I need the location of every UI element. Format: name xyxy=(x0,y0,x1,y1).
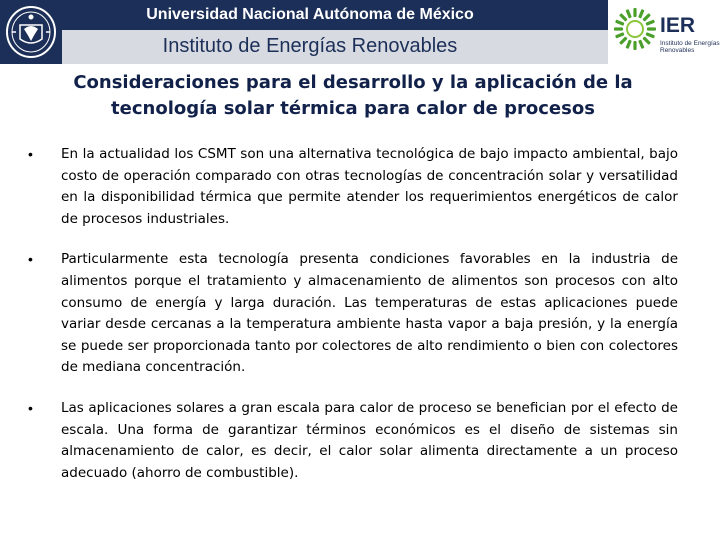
bullet-text: Particularmente esta tecnología presenta condiciones favorables en la industria de alimentos porque el tratamiento y almacenamiento de alimentos son procesos con alto consumo de energía y larga duración. Las temperaturas de estas aplicaciones puede variar desde cercanas a la temperatura ambiente hasta vapor a baja presión, y la energía se puede ser proporcionada tanto por colectores de alto rendimiento o bien con colectores de mediana concentración. xyxy=(61,251,678,376)
bullet-icon: • xyxy=(28,146,33,162)
university-band xyxy=(62,0,608,30)
ier-logo-text: IER xyxy=(660,14,696,37)
unam-seal-icon xyxy=(4,5,58,59)
bullet-icon: • xyxy=(28,251,33,268)
institute-name: Instituto de Energías Renovables xyxy=(162,35,458,57)
bullet-item xyxy=(28,144,678,230)
header-banner xyxy=(0,0,720,64)
ier-logo-subtitle: Instituto de Energías Renovables xyxy=(660,40,720,54)
university-name: Universidad Nacional Autónoma de México xyxy=(146,6,474,23)
ier-sun-logo-icon xyxy=(612,6,658,52)
ier-logo xyxy=(608,0,720,64)
bullet-icon: • xyxy=(28,399,33,416)
unam-logo xyxy=(0,0,62,64)
bullet-item xyxy=(28,249,678,379)
bullet-text: Las aplicaciones solares a gran escala para calor de proceso se benefician por el efecto de escala. Una forma de garantizar términos económicos es el diseño de sistemas sin almacenamiento de calor, es decir, el calor solar alimenta directamente a un proceso adecuado (ahorro de combustible). xyxy=(61,399,678,481)
bullet-text: En la actualidad los CSMT son una alternativa tecnológica de bajo impacto ambiental, bajo costo de operación comparado con otras tecnologías de concentración solar y versatilidad en la disponibilidad térmica que permite atender los requerimientos energéticos de calor de procesos industriales. xyxy=(61,146,678,227)
slide-title: Consideraciones para el desarrollo y la aplicación de la tecnología solar térmica para calor de procesos xyxy=(73,72,633,119)
bullet-item xyxy=(28,398,678,484)
bullet-list xyxy=(28,144,678,503)
institute-band xyxy=(62,30,608,64)
